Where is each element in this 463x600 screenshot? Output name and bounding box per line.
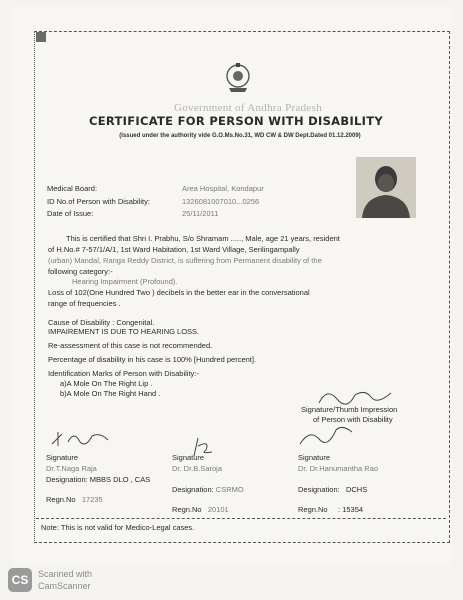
camscanner-logo-icon: CS: [8, 568, 32, 592]
signatory-3-designation: [298, 484, 438, 495]
reassessment-statement: Re-assessment of this case is not recommended.: [48, 341, 213, 350]
footer-divider: [36, 518, 446, 519]
signatory-1-designation: [46, 474, 166, 485]
applicant-photo: [356, 157, 416, 218]
certification-line-2: of H.No.# 7-57/1/A/1, 1st Ward Habitation, 1st Ward Village, Serilingampally: [48, 245, 300, 254]
signatory-2-name: Dr. Dr.B.Saroja: [172, 464, 223, 473]
signatory-2-signature-label: Signature: [172, 453, 205, 462]
signatory-3-regn: [298, 504, 438, 515]
signatory-3-regn-value: : 15354: [338, 505, 364, 514]
medical-board-label: Medical Board:: [47, 184, 98, 193]
signatory-3-name: Dr. Dr.Hanumantha Rao: [298, 464, 379, 473]
signatory-2-regn: [172, 504, 292, 515]
thumb-impression-label-1: Signature/Thumb Impression: [301, 405, 398, 414]
hearing-loss-line-1: Loss of 102(One Hundred Two ) decibels in the better ear in the conversational: [48, 288, 310, 297]
signatory-1-name: Dr.T.Naga Raja: [46, 464, 97, 473]
id-label: ID No.of Person with Disability:: [47, 197, 150, 206]
corner-mark: [36, 32, 46, 42]
applicant-signature-icon: [315, 385, 395, 407]
signatory-2-regn-label: Regn.No: [172, 505, 202, 514]
medical-board-value: Area Hospital, Kondapur: [182, 184, 264, 193]
signatory-2-designation-label: Designation:: [172, 485, 214, 494]
thumb-impression-label-2: of Person with Disability: [313, 415, 393, 424]
signatory-2: [172, 452, 292, 515]
signatory-3-regn-label: Regn.No: [298, 505, 328, 514]
certification-line-4: following category:-: [48, 267, 113, 276]
person-photo-icon: [356, 157, 416, 218]
signatory-1-signature-icon: [48, 428, 128, 450]
camscanner-text: [38, 568, 92, 592]
legal-note: Note: This is not valid for Medico-Legal cases.: [41, 523, 195, 532]
identification-mark-a: a)A Mole On The Right Lip .: [60, 379, 153, 388]
signatory-3-designation-value: DCHS: [345, 485, 368, 494]
signatory-1: [46, 452, 166, 505]
certification-line-3: (urban) Mandal, Ranga Reddy District, is suffering from Permanent disability of the: [48, 256, 322, 265]
signatory-1-regn-label: Regn.No: [46, 495, 76, 504]
camscanner-line-1: Scanned with: [38, 569, 93, 579]
disability-percentage: Percentage of disability in his case is 100% [Hundred percent].: [48, 355, 257, 364]
camscanner-line-2: CamScanner: [38, 581, 91, 591]
signatory-3: [298, 452, 438, 515]
certificate-title: CERTIFICATE FOR PERSON WITH DISABILITY: [88, 114, 384, 128]
identification-marks-heading: Identification Marks of Person with Disability:-: [48, 369, 199, 378]
signatory-2-designation: [172, 484, 292, 495]
date-label: Date of Issue:: [47, 209, 94, 218]
government-heading: Government of Andhra Pradesh: [173, 102, 322, 114]
state-emblem-icon: [223, 62, 253, 96]
identification-mark-b: b)A Mole On The Right Hand .: [60, 389, 161, 398]
impairment-statement: IMPAIREMENT IS DUE TO HEARING LOSS.: [48, 327, 200, 336]
signatory-2-regn-value: 20101: [207, 505, 229, 514]
signatory-3-signature-label: Signature: [298, 453, 331, 462]
hearing-loss-line-2: range of frequencies .: [48, 299, 121, 308]
cause-of-disability: Cause of Disability : Congenital.: [48, 318, 155, 327]
signatory-2-designation-value: CSRMO: [215, 485, 244, 494]
signatory-1-designation-label: Designation:: [46, 475, 88, 484]
date-value: 25/11/2011: [182, 209, 219, 218]
signatory-1-regn: [46, 494, 166, 505]
certification-line-1: This is certified that Shri I. Prabhu, S/o Shramam ....., Male, age 21 years, resident: [66, 234, 340, 243]
camscanner-watermark: [8, 566, 128, 596]
disability-category: Hearing Impairment (Profound).: [72, 277, 178, 286]
signatory-3-signature-icon: [296, 422, 356, 452]
id-value: 1326081007010...0256: [182, 197, 260, 206]
signatory-1-regn-value: 17235: [81, 495, 103, 504]
signatory-3-designation-label: Designation:: [298, 485, 340, 494]
signatory-1-signature-label: Signature: [46, 453, 79, 462]
signatory-1-designation-value: MBBS DLO , CAS: [89, 475, 151, 484]
issued-under-text: (Issued under the authority vide G.O.Ms.No.31, WD CW & DW Dept.Dated 01.12.2009): [119, 133, 361, 139]
